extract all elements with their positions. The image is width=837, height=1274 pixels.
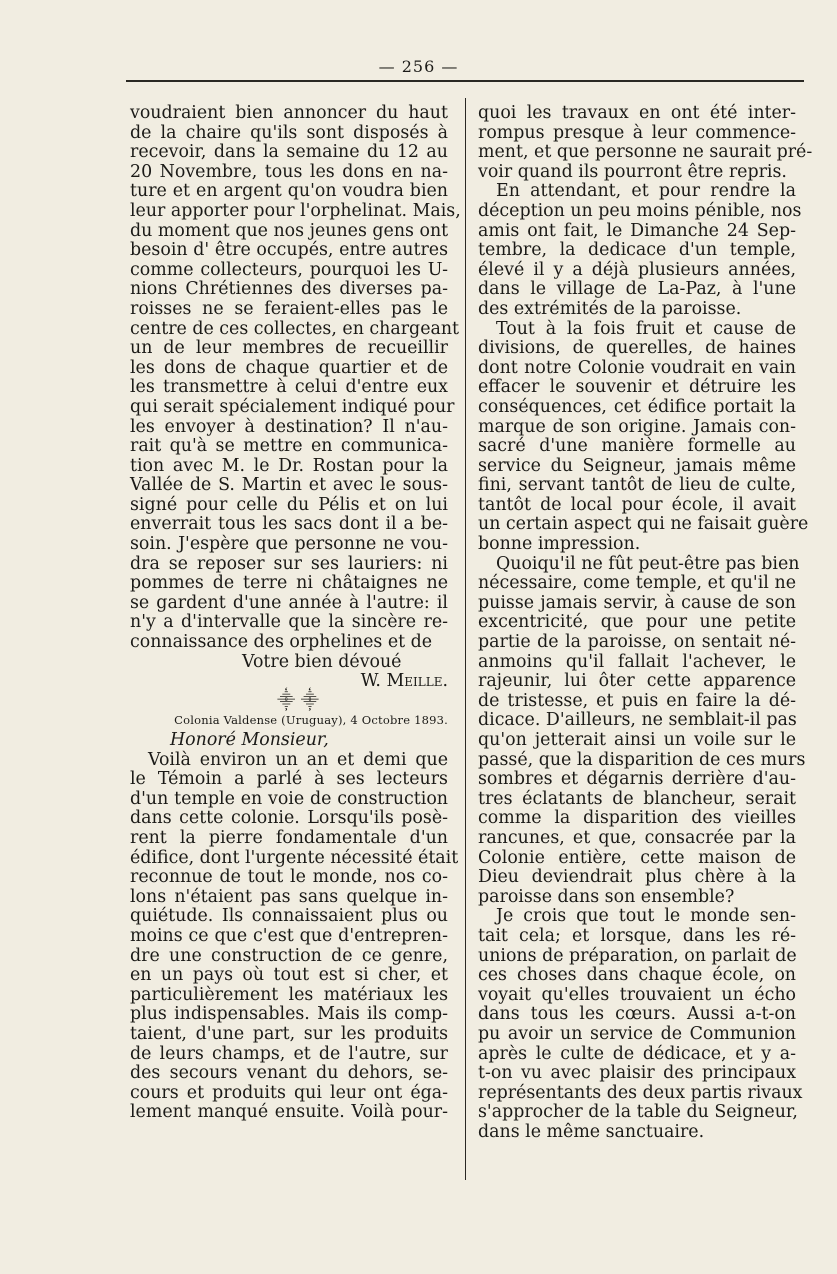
text-line: rompus presque à leur commence-: [478, 122, 796, 143]
text-line: partie de la paroisse, on sentait né-: [478, 632, 796, 653]
text-line: d'un temple en voie de construction: [130, 788, 448, 809]
text-line: élevé il y a déjà plusieurs années,: [478, 259, 796, 280]
text-line: Vallée de S. Martin et avec le sous-: [130, 475, 448, 496]
text-line: puisse jamais servir, à cause de son: [478, 592, 796, 613]
text-line: moins ce que c'est que d'entrepren-: [130, 925, 448, 946]
text-line: tantôt de local pour école, il avait: [478, 494, 796, 515]
text-line: soin. J'espère que personne ne vou-: [130, 534, 448, 555]
letter-closing: Votre bien dévoué: [242, 651, 402, 672]
left-column: [130, 103, 461, 1123]
text-line: unions de préparation, on parlait de: [478, 945, 797, 966]
text-line: de tristesse, et puis en faire la dé-: [478, 690, 796, 711]
text-line: roisses ne se feraient-elles pas le: [130, 298, 448, 319]
text-line: un de leur membres de recueillir: [130, 338, 448, 359]
text-line: édifice, dont l'urgente nécessité était: [130, 847, 459, 868]
text-line: excentricité, que pour une petite: [478, 612, 796, 633]
text-line: fini, servant tantôt de lieu de culte,: [478, 475, 796, 496]
text-line: tembre, la dedicace d'un temple,: [478, 240, 796, 261]
text-line: de leurs champs, et de l'autre, sur: [130, 1043, 448, 1064]
text-line: divisions, de querelles, de haines: [478, 338, 796, 359]
text-line: Tout à la fois fruit et cause de: [496, 318, 796, 339]
text-line: passé, que la disparition de ces murs: [478, 749, 806, 770]
text-line: ces choses dans chaque école, on: [478, 965, 796, 986]
text-line: conséquences, cet édifice portait la: [478, 396, 796, 417]
text-line: t-on vu avec plaisir des principaux: [478, 1063, 796, 1084]
text-line: un certain aspect qui ne faisait guère: [478, 514, 809, 535]
text-line: besoin d' être occupés, entre autres: [130, 240, 448, 261]
text-line: pommes de terre ni châtaignes ne: [130, 573, 448, 594]
text-line: après le culte de dédicace, et y a-: [478, 1043, 796, 1064]
text-line: marque de son origine. Jamais con-: [478, 416, 796, 437]
right-column-text: [478, 103, 813, 1142]
text-line: ment, et que personne ne saurait pré-: [478, 142, 813, 163]
text-line: 20 Novembre, tous les dons en na-: [130, 161, 448, 182]
text-line: des secours venant du dehors, se-: [130, 1063, 448, 1084]
ornament-divider: ⸎ ⸎: [277, 690, 319, 711]
text-line: tres éclatants de blancheur, serait: [478, 788, 796, 809]
text-line: lement manqué ensuite. Voilà pour-: [130, 1102, 448, 1123]
text-line: service du Seigneur, jamais même: [478, 455, 796, 476]
text-line: s'approcher de la table du Seigneur,: [478, 1102, 798, 1123]
text-line: centre de ces collectes, en chargeant: [130, 318, 460, 339]
text-line: Dieu deviendrait plus chère à la: [478, 867, 796, 888]
header-rule: [126, 80, 804, 82]
text-line: dicace. D'ailleurs, ne semblait-il pas: [478, 710, 797, 731]
text-line: qu'on jetterait ainsi un voile sur le: [478, 730, 796, 750]
text-line: représentants des deux partis rivaux: [478, 1082, 803, 1103]
text-line: leur apporter pour l'orphelinat. Mais,: [130, 200, 461, 221]
text-line: dans tous les cœurs. Aussi a-t-on: [478, 1004, 796, 1025]
left-column-text: [130, 103, 461, 653]
text-line: sacré d'une manière formelle au: [478, 436, 796, 457]
text-line: rajeunir, lui ôter cette apparence: [478, 671, 796, 692]
text-line: quiétude. Ils connaissaient plus ou: [130, 906, 448, 927]
text-line: En attendant, et pour rendre la: [496, 181, 796, 202]
text-line: bonne impression.: [478, 534, 641, 555]
letter-body-text: [130, 749, 459, 1123]
text-line: signé pour celle du Pélis et on lui: [130, 494, 448, 515]
text-line: comme la disparition des vieilles: [478, 808, 796, 829]
text-line: dont notre Colonie voudrait en vain: [478, 357, 796, 378]
text-line: dans le même sanctuaire.: [478, 1121, 705, 1142]
text-line: taient, d'une part, sur les produits: [130, 1023, 448, 1044]
text-line: dans le village de La-Paz, à l'une: [478, 279, 796, 300]
text-line: rent la pierre fondamentale d'un: [130, 827, 448, 848]
text-line: tait cela; et lorsque, dans les ré-: [478, 925, 796, 946]
text-line: ture et en argent qu'on voudra bien: [130, 181, 448, 202]
text-line: paroisse dans son ensemble?: [478, 886, 735, 907]
text-line: tion avec M. le Dr. Rostan pour la: [130, 455, 448, 476]
text-line: de la chaire qu'ils sont disposés à: [130, 122, 448, 143]
text-line: voir quand ils pourront être repris.: [478, 161, 787, 182]
signature: W. Meille.: [360, 671, 448, 692]
text-line: dre une construction de ce genre,: [130, 945, 448, 966]
text-line: amis ont fait, le Dimanche 24 Sep-: [478, 220, 796, 241]
text-line: nions Chrétiennes des diverses pa-: [130, 279, 448, 300]
text-line: plus indispensables. Mais ils comp-: [130, 1004, 448, 1025]
text-line: Je crois que tout le monde sen-: [496, 906, 796, 927]
text-line: reconnue de tout le monde, nos co-: [130, 867, 448, 888]
text-line: connaissance des orphelines et de: [130, 632, 433, 653]
text-line: les dons de chaque quartier et de: [130, 357, 448, 378]
text-line: enverrait tous les sacs dont il a be-: [130, 514, 448, 535]
text-line: comme collecteurs, pourquoi les U-: [130, 259, 448, 280]
text-line: dans cette colonie. Lorsqu'ils posè-: [130, 808, 448, 829]
text-line: déception un peu moins pénible, nos: [478, 200, 802, 221]
text-line: voudraient bien annoncer du haut: [130, 103, 448, 123]
text-line: des extrémités de la paroisse.: [478, 298, 742, 319]
text-line: rancunes, et que, consacrée par la: [478, 827, 796, 848]
text-line: anmoins qu'il fallait l'achever, le: [478, 651, 796, 672]
text-line: nécessaire, come temple, et qu'il ne: [478, 573, 796, 594]
text-line: les transmettre à celui d'entre eux: [130, 377, 448, 398]
text-line: sombres et dégarnis derrière d'au-: [478, 769, 796, 790]
text-line: du moment que nos jeunes gens ont: [130, 220, 449, 241]
text-line: Quoiqu'il ne fût peut-être pas bien: [496, 553, 800, 574]
letter-dateline: Colonia Valdense (Uruguay), 4 Octobre 1893.: [174, 713, 448, 728]
text-line: recevoir, dans la semaine du 12 au: [130, 142, 448, 163]
text-line: se gardent d'une année à l'autre: il: [130, 592, 448, 613]
text-line: lons n'étaient pas sans quelque in-: [130, 886, 448, 907]
text-line: rait qu'à se mettre en communica-: [130, 436, 448, 457]
text-line: particulièrement les matériaux les: [130, 984, 448, 1005]
text-line: quoi les travaux en ont été inter-: [478, 103, 796, 123]
text-line: Voilà environ un an et demi que: [148, 749, 448, 770]
text-line: en un pays où tout est si cher, et: [130, 965, 448, 986]
text-line: Colonie entière, cette maison de: [478, 847, 796, 868]
text-line: dra se reposer sur ses lauriers: ni: [130, 553, 448, 574]
page-number: — 256 —: [378, 57, 459, 76]
text-line: voyait qu'elles trouvaient un écho: [478, 984, 796, 1005]
text-line: n'y a d'intervalle que la sincère re-: [130, 612, 448, 633]
text-line: le Témoin a parlé à ses lecteurs: [130, 769, 448, 790]
text-line: effacer le souvenir et détruire les: [478, 377, 796, 398]
column-divider: [465, 98, 466, 1180]
text-line: cours et produits qui leur ont éga-: [130, 1082, 448, 1103]
text-line: qui serait spécialement indiqué pour: [130, 396, 455, 417]
right-column: [478, 103, 813, 1142]
text-line: les envoyer à destination? Il n'au-: [130, 416, 448, 437]
letter-salutation: Honoré Monsieur,: [170, 730, 329, 750]
text-line: pu avoir un service de Communion: [478, 1023, 796, 1044]
